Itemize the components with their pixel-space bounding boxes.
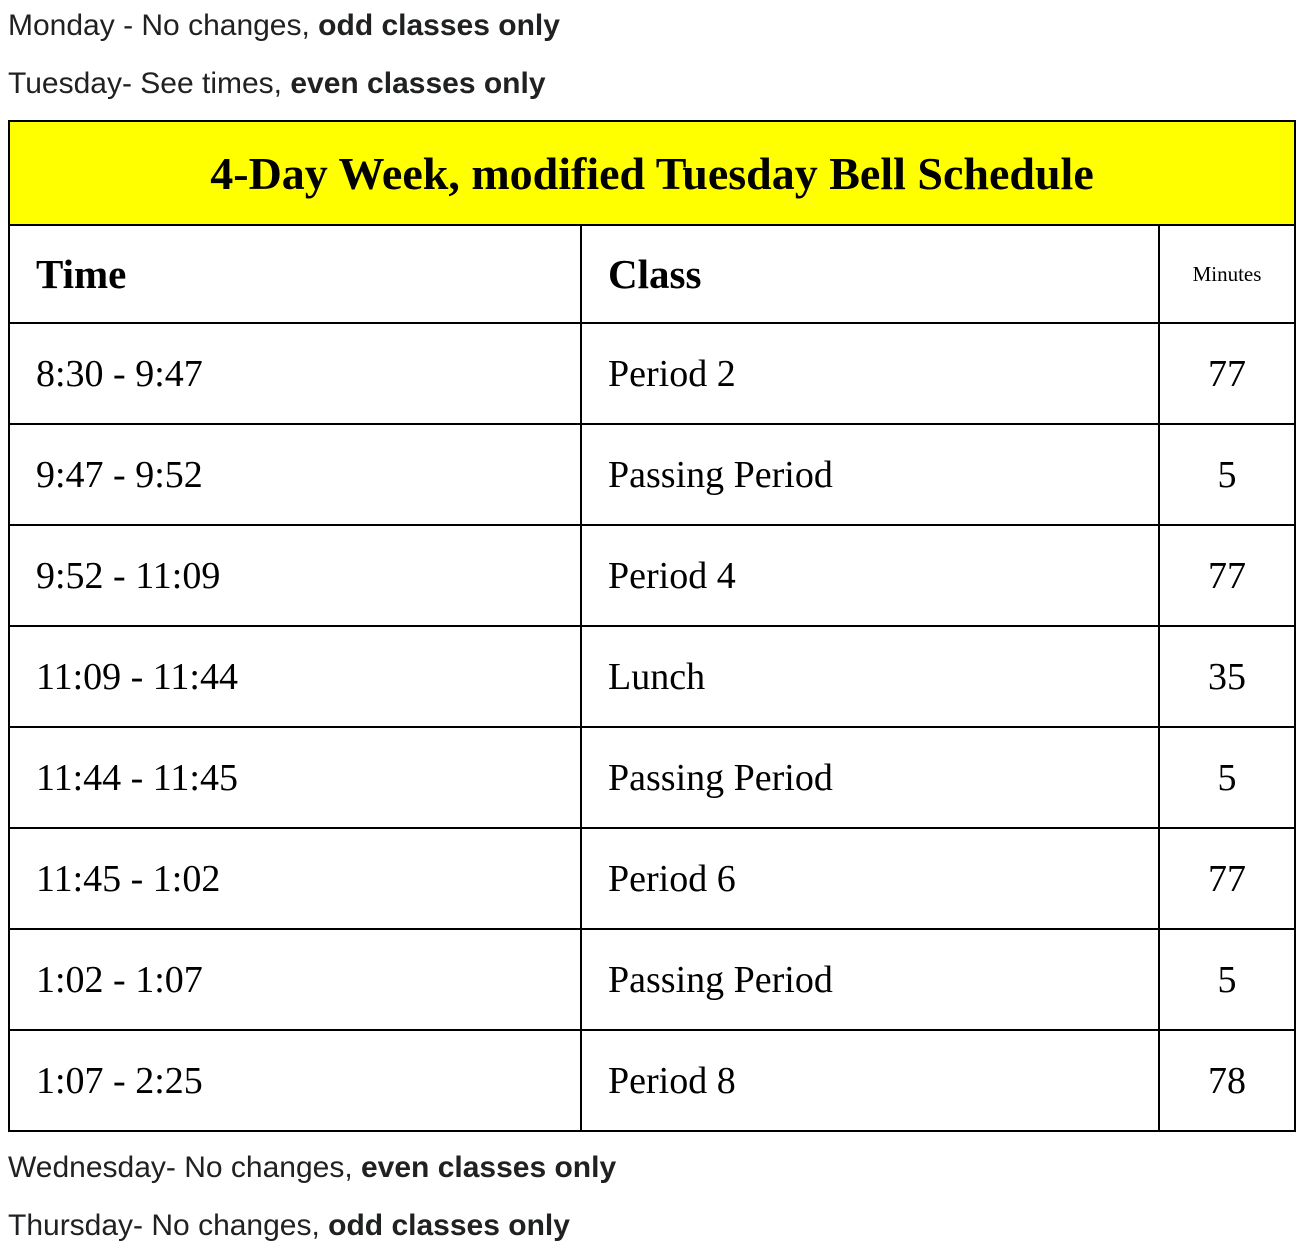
time-cell: 1:02 - 1:07 — [9, 929, 581, 1030]
time-cell: 11:09 - 11:44 — [9, 626, 581, 727]
class-cell: Period 6 — [581, 828, 1159, 929]
table-header-row — [9, 225, 1295, 323]
page — [0, 8, 1302, 1244]
note-wednesday — [8, 1150, 1302, 1186]
minutes-cell: 77 — [1159, 828, 1295, 929]
column-header-time: Time — [9, 225, 581, 323]
minutes-cell: 5 — [1159, 727, 1295, 828]
note-monday-bold: odd classes only — [318, 9, 560, 42]
time-cell: 8:30 - 9:47 — [9, 323, 581, 424]
table-row — [9, 929, 1295, 1030]
note-monday — [8, 8, 1302, 44]
time-cell: 11:44 - 11:45 — [9, 727, 581, 828]
note-tuesday — [8, 66, 1302, 102]
table-row — [9, 525, 1295, 626]
table-title: 4-Day Week, modified Tuesday Bell Schedule — [9, 121, 1295, 225]
note-wednesday-bold: even classes only — [360, 1151, 617, 1184]
note-wednesday-text: Wednesday- No changes, — [8, 1151, 361, 1184]
note-thursday — [8, 1208, 1302, 1244]
class-cell: Passing Period — [581, 727, 1159, 828]
table-row — [9, 828, 1295, 929]
class-cell: Passing Period — [581, 929, 1159, 1030]
bell-schedule-table — [8, 120, 1296, 1132]
minutes-cell: 78 — [1159, 1030, 1295, 1131]
table-row — [9, 1030, 1295, 1131]
time-cell: 9:47 - 9:52 — [9, 424, 581, 525]
note-tuesday-bold: even classes only — [290, 67, 546, 100]
class-cell: Passing Period — [581, 424, 1159, 525]
class-cell: Period 8 — [581, 1030, 1159, 1131]
class-cell: Lunch — [581, 626, 1159, 727]
time-cell: 9:52 - 11:09 — [9, 525, 581, 626]
note-thursday-bold: odd classes only — [328, 1209, 570, 1242]
note-tuesday-text: Tuesday- See times, — [8, 67, 291, 100]
table-row — [9, 727, 1295, 828]
column-header-class: Class — [581, 225, 1159, 323]
time-cell: 1:07 - 2:25 — [9, 1030, 581, 1131]
table-row — [9, 626, 1295, 727]
minutes-cell: 77 — [1159, 525, 1295, 626]
time-cell: 11:45 - 1:02 — [9, 828, 581, 929]
minutes-cell: 77 — [1159, 323, 1295, 424]
table-row — [9, 323, 1295, 424]
note-monday-text: Monday - No changes, — [8, 9, 319, 42]
note-thursday-text: Thursday- No changes, — [8, 1209, 329, 1242]
minutes-cell: 5 — [1159, 929, 1295, 1030]
table-title-row — [9, 121, 1295, 225]
class-cell: Period 2 — [581, 323, 1159, 424]
minutes-cell: 35 — [1159, 626, 1295, 727]
class-cell: Period 4 — [581, 525, 1159, 626]
minutes-cell: 5 — [1159, 424, 1295, 525]
column-header-minutes: Minutes — [1159, 225, 1295, 323]
table-row — [9, 424, 1295, 525]
